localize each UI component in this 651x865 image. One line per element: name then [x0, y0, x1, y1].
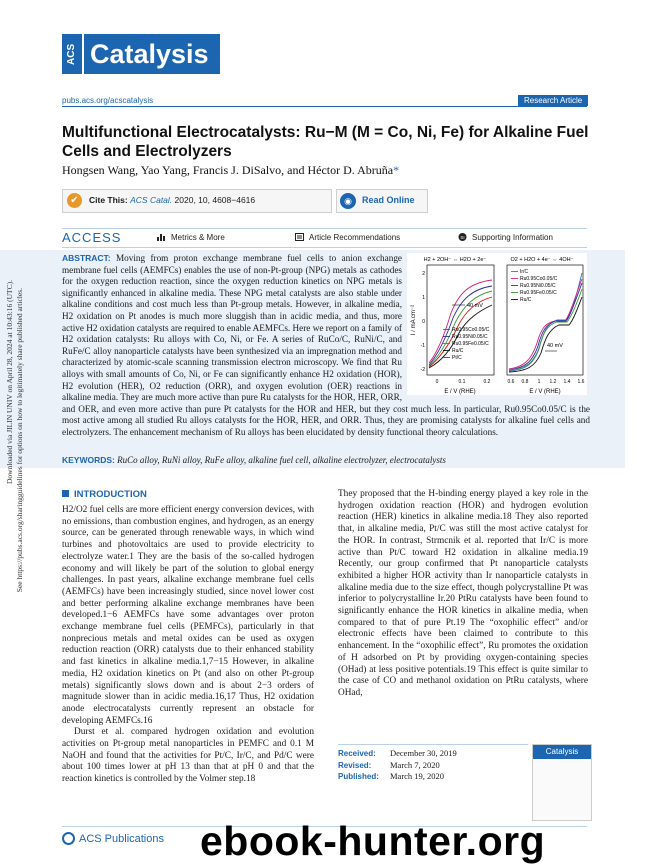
access-bar: [62, 228, 587, 248]
toc-ylabel: I / mA cm⁻²: [411, 304, 417, 336]
toc-right-xticks: [508, 379, 585, 385]
author-list: [62, 163, 399, 178]
keywords: [62, 455, 590, 465]
toc-right-xtick: 1.2: [549, 379, 557, 385]
introduction-heading: INTRODUCTION: [74, 489, 147, 500]
document-icon: [295, 233, 304, 241]
intro-paragraph-3: They proposed that the H-binding energy played a key role in the hydrogen oxidation reaction (HOR) and hydrogen evolution reaction (HER) kinetics in alkaline media.18 They also reported that, in alkaline media, Pt/C was still the most active catalyst for the HOR. In contrast, Strmcnik et al. reported that Ir/C is more active than Pt/C toward H2 oxidation in alkaline media.19 Recently, our group confirmed that Pt nanoparticle catalysts exhibited a higher HOR activity than Ir nanoparticle catalysts in alkaline media due to the size effect, though polycrystalline Pt was inferior to polycrystalline Ir.20 PtRu catalysts have been found to significantly enhance the HOR kinetics in alkaline media, when compared to that of pure Pt.19 The “oxophilic effect” and/or electronic effects have been claimed to contribute to this enhancement. In the “oxophilic effect”, Ru promotes the oxidation of H adsorbed on Pt by providing oxygen-containing species (OHad) at less positive potentials.19 This effect is quite similar to the case of CO and methanol oxidation on PtRu catalysts, where OHad,: [338, 489, 588, 698]
toc-left-legend-label: Ru0.95Co0.05/C: [452, 327, 490, 333]
acs-circle-icon: [62, 832, 75, 845]
toc-right-annotation: 40 mV: [547, 343, 563, 349]
cite-label: Cite This:: [89, 195, 128, 205]
cover-title: Catalysis: [533, 745, 591, 759]
article-title: Multifunctional Electrocatalysts: Ru−M (M = Co, Ni, Fe) for Alkaline Fuel Cells and Electrolyzers: [62, 124, 589, 160]
published-row: [338, 771, 528, 783]
received-label: Received:: [338, 749, 376, 758]
publication-dates: [338, 744, 528, 783]
journal-logo[interactable]: [62, 34, 220, 74]
intro-left-column: [62, 505, 314, 786]
cite-text: [89, 195, 255, 205]
toc-chart: [407, 253, 587, 395]
cite-box[interactable]: [62, 189, 332, 213]
toc-left-ytick: -1: [420, 343, 425, 349]
toc-right-xtick: 1.6: [577, 379, 585, 385]
toc-right-legend: [511, 269, 558, 303]
bar-chart-icon: [157, 233, 166, 241]
cite-ref: 2020, 10, 4608−4616: [174, 195, 256, 205]
globe-icon: ◉: [340, 193, 356, 209]
received-row: [338, 748, 528, 760]
toc-left-legend-label: Ru0.95Ni0.05/C: [452, 334, 488, 340]
check-icon: ✔: [67, 193, 82, 208]
cite-journal[interactable]: ACS Catal.: [130, 195, 173, 205]
header-rule: [62, 106, 587, 107]
publisher-logo[interactable]: [62, 832, 164, 845]
received-date: December 30, 2019: [390, 748, 457, 758]
toc-left-title: H2 + 2OH⁻ ⇔ H2O + 2e⁻: [423, 257, 487, 263]
toc-right-legend-label: Ru0.95Ni0.05/C: [520, 283, 556, 289]
authors-text: Hongsen Wang, Yao Yang, Francis J. DiSalvo, and Héctor D. Abruña: [62, 163, 394, 177]
toc-left-xtick: 0.1: [458, 379, 466, 385]
toc-right-xtick: 0.8: [521, 379, 529, 385]
abstract-text: Moving from proton exchange membrane fuel cells to anion exchange membrane fuel cells (AEMFCs) enables the use of non-Pt-group (NPG) metals as cathodes for the oxygen reduction reaction, since the oxygen reduction kinetics on NPG metals is significantly enhanced in alkaline media. These NPG metal catalysts are also stable under alkaline conditions and cost much less than Pt-group metals. However, in alkaline media, H2 oxidation on Pt anodes is much more sluggish than in acidic media, and thus, more active H2 oxidation catalysts are required to enable AEMFCs. Here we report on a family of H2 oxidation catalysts: Ru alloys with Co, Ni, or Fe. A series of RuCo/C, RuNi/C, and RuFe/C alloy nanoparticle catalysts have been synthesized via an impregnation method and characterized by atomic-scale scanning transmission electron microscopy. We find that Ru alloys with small amounts of Co, Ni, or Fe can significantly enhance H2 oxidation (HOR), H2 evolution (HER), O2 reduction (ORR), and oxygen evolution (OER) reactions in alkaline media. They are much more active than pure Ru catalysts for the HOR, HER, ORR, and OER, and even more active than pure Pt catalysts for the HOR and HER, but they cost much less. In particular, Ru0.95Co0.05/C is the most active among all studied Ru alloys catalysts for the HOR, HER, and ORR. Thus, they are promising catalysts for alkaline fuel cells and electrolyzers. The enhancement mechanism of Ru alloys has been elucidated by density functional theory calculations.: [62, 253, 590, 437]
read-online-button[interactable]: [336, 189, 428, 213]
toc-left-xlabel: E / V (RHE): [444, 389, 476, 395]
access-label: ACCESS: [62, 230, 122, 245]
toc-left-ytick: -2: [420, 367, 425, 373]
toc-right-legend-label: Ru0.95Co0.05/C: [520, 276, 558, 282]
toc-left-ytick: 1: [422, 295, 425, 301]
toc-right-legend-label: Ru0.95Fe0.05/C: [520, 290, 557, 296]
journal-url[interactable]: pubs.acs.org/acscatalysis: [62, 96, 154, 105]
section-heading-introduction: [62, 489, 147, 500]
toc-left-legend-label: Ru/C: [452, 348, 464, 354]
sidebar-line-2: See https://pubs.acs.org/sharingguidelines for options on how to legitimately share published articles.: [15, 288, 24, 593]
corresponding-author-mark[interactable]: *: [393, 163, 400, 177]
toc-left-yticks: [421, 271, 426, 373]
toc-left-xtick: 0.2: [483, 379, 491, 385]
toc-right-xtick: 1: [537, 379, 541, 385]
revised-label: Revised:: [338, 760, 372, 770]
published-label: Published:: [338, 772, 379, 781]
toc-right-xtick: 1.4: [563, 379, 571, 385]
toc-left-legend: [443, 327, 490, 361]
abstract-heading: ABSTRACT:: [62, 253, 111, 263]
toc-right-legend-label: Ir/C: [520, 269, 529, 275]
journal-cover-thumbnail[interactable]: [532, 744, 592, 821]
intro-paragraph-2: Durst et al. compared hydrogen oxidation and evolution activities on Pt-group metal nanoparticles in PEMFC and 0.1 M NaOH and found that the activities for Pt/C, Ir/C, and Pd/C were about 100 times lower at pH 13 than that at pH 0 and that the reaction kinetics is controlled by the Volmer step.18: [62, 727, 314, 785]
toc-left-ytick: 2: [422, 271, 425, 277]
article-type-badge: Research Article: [518, 95, 588, 106]
toc-left-legend-label: Pt/C: [452, 355, 462, 361]
toc-right-legend-label: Ru/C: [520, 297, 532, 303]
toc-graphic: [407, 253, 587, 395]
revised-date: March 7, 2020: [390, 759, 440, 770]
toc-left-xticks: [436, 379, 491, 385]
toc-right-xlabel: E / V (RHE): [529, 389, 561, 395]
recommendations-label: Article Recommendations: [309, 233, 401, 242]
toc-left-legend-label: Ru0.95Fe0.05/C: [452, 341, 489, 347]
toc-left-annotation: 40 mV: [467, 303, 483, 309]
metrics-label: Metrics & More: [171, 233, 225, 242]
toc-left-xtick: 0: [435, 379, 439, 385]
read-online-label: Read Online: [362, 195, 415, 205]
supporting-label: Supporting Information: [472, 233, 553, 242]
metrics-link[interactable]: [157, 233, 225, 242]
published-date: March 19, 2020: [390, 771, 445, 781]
watermark: ebook-hunter.org: [200, 818, 546, 864]
recommendations-link[interactable]: [295, 233, 400, 242]
toc-right-title: O2 + H2O + 4e⁻ ⇔ 4OH⁻: [510, 257, 574, 263]
supporting-info-icon: [458, 233, 467, 241]
keywords-heading: KEYWORDS:: [62, 455, 115, 465]
svg-text:SI: SI: [460, 234, 465, 240]
keywords-text: RuCo alloy, RuNi alloy, RuFe alloy, alkaline fuel cell, alkaline electrolyzer, electrocatalysts: [117, 455, 446, 465]
revised-row: [338, 760, 528, 772]
intro-paragraph-1: H2/O2 fuel cells are more efficient energy conversion devices, with no emissions, than combustion engines, and hydrogen, as an energy source, can be generated through renewable ways, in which wind turbines and photovoltaics are used to provide electricity to electrolyze water.1 They are the basis of the so-called hydrogen economy and will likely be part of the solution to global energy challenges. In past years, alkaline exchange membrane fuel cells (AEMFCs) have been increasingly studied, since novel lower cost and better performing alkaline exchange membranes have been developed.1−6 AEMFCs have some advantages over proton exchange membrane fuel cells (PEMFCs), particularly in that nonprecious metals and metal oxides can be used as oxygen reduction reaction (ORR) catalysts due to their enhanced stability and fast kinetics in alkaline media.1,7−15 However, in alkaline media, H2 oxidation kinetics on Pt (and also on other Pt-group metals) significantly slows down and is about 2−3 orders of magnitude slower than in acidic media.16,17 Thus, H2 oxidation anode electrocatalysts currently represent an obstacle for developing AEMFCs.16: [62, 505, 314, 726]
sidebar-line-1: Downloaded via JILIN UNIV on April 28, 2024 at 10:43:16 (UTC).: [5, 280, 14, 485]
supporting-info-link[interactable]: [458, 233, 553, 242]
toc-left-ytick: 0: [422, 319, 425, 325]
section-square-icon: [62, 490, 69, 497]
logo-catalysis-text: Catalysis: [84, 34, 220, 74]
logo-acs-text: ACS: [62, 34, 82, 74]
publisher-name: ACS Publications: [79, 833, 164, 845]
intro-right-column: [338, 489, 588, 700]
download-sidebar: [5, 280, 24, 720]
toc-right-xtick: 0.6: [507, 379, 515, 385]
